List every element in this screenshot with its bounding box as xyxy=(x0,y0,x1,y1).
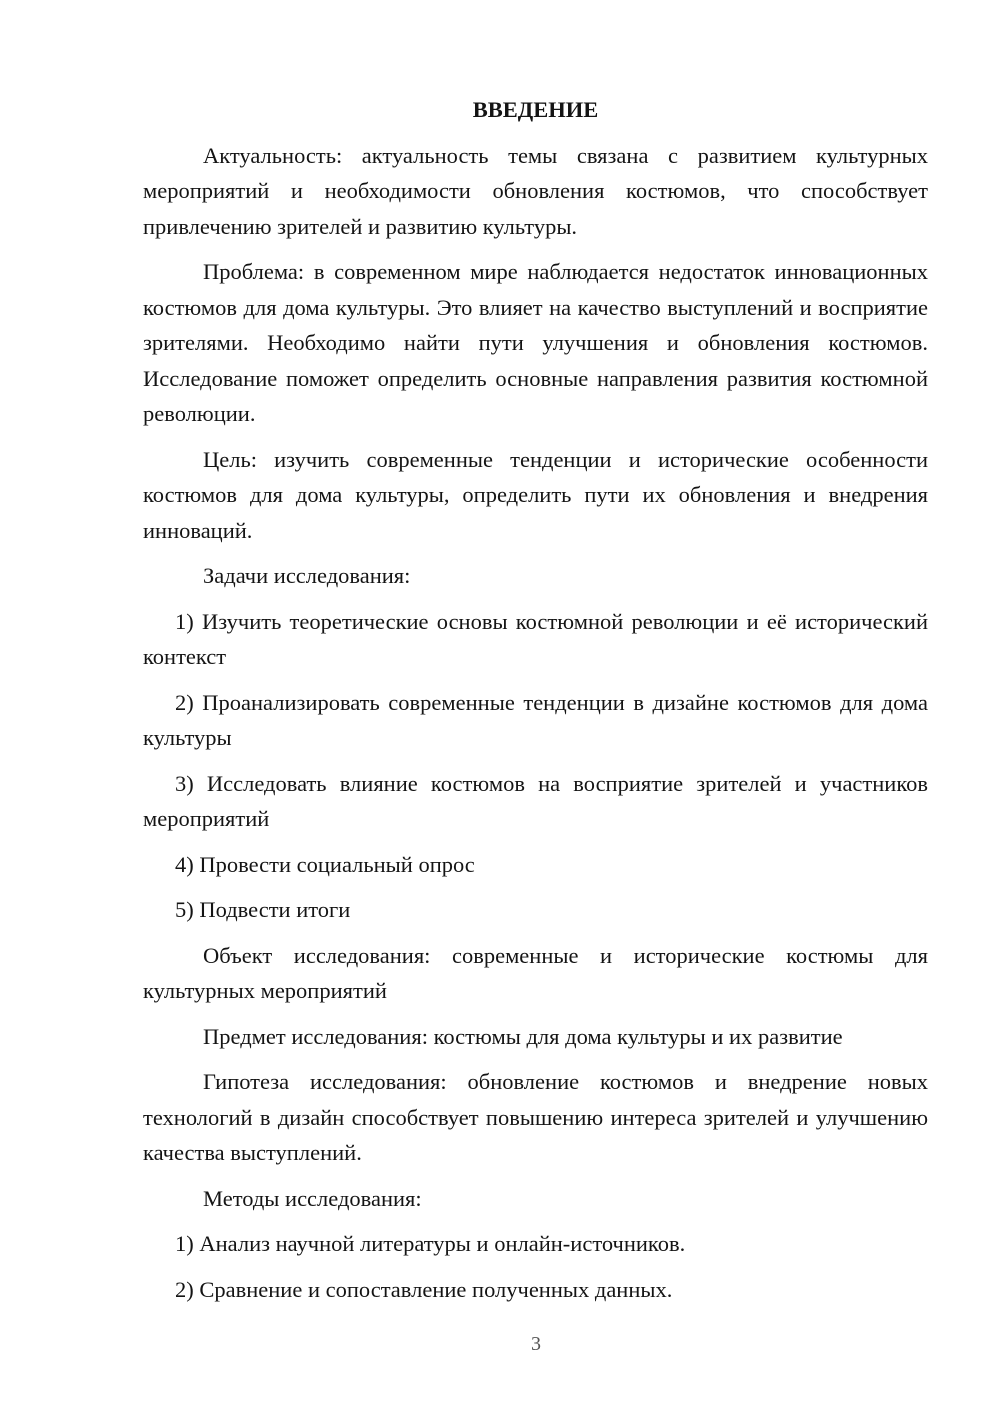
task-item-1: 1) Изучить теоретические основы костюмной революции и её исторический контекст xyxy=(143,608,928,669)
page-content xyxy=(143,92,928,1317)
object-paragraph: Объект исследования: современные и исторические костюмы для культурных мероприятий xyxy=(143,942,928,1003)
method-item-1: 1) Анализ научной литературы и онлайн-источников. xyxy=(175,1231,686,1256)
method-item-2: 2) Сравнение и сопоставление полученных данных. xyxy=(175,1276,673,1302)
subject-paragraph: Предмет исследования: костюмы для дома культуры и их развитие xyxy=(203,1023,843,1049)
task-item-2: 2) Проанализировать современные тенденции в дизайне костюмов для дома культуры xyxy=(143,689,928,750)
task-item-4: 4) Провести социальный опрос xyxy=(175,851,475,877)
task-item-3: 3) Исследовать влияние костюмов на восприятие зрителей и участников мероприятий xyxy=(143,770,928,831)
methods-heading: Методы исследования: xyxy=(203,1185,422,1211)
task-item-5: 5) Подвести итоги xyxy=(175,897,351,922)
section-title: ВВЕДЕНИЕ xyxy=(472,97,599,122)
page-number: 3 xyxy=(531,1333,541,1355)
problem-paragraph: Проблема: в современном мире наблюдается недостаток инновационных костюмов для дома культуры. Это влияет на качество выступлений и восприятие зрителями. Необходимо найти пути улучшения и обновления костюмов. Исследование поможет определить основные направления развития костюмной революции. xyxy=(143,259,928,426)
hypothesis-paragraph: Гипотеза исследования: обновление костюмов и внедрение новых технологий в дизайн способствует повышению интереса зрителей и улучшению качества выступлений. xyxy=(143,1069,928,1165)
relevance-paragraph: Актуальность: актуальность темы связана с развитием культурных мероприятий и необходимости обновления костюмов, что способствует привлечению зрителей и развитию культуры. xyxy=(143,142,928,239)
goal-paragraph: Цель: изучить современные тенденции и исторические особенности костюмов для дома культуры, определить пути их обновления и внедрения инноваций. xyxy=(143,446,928,543)
tasks-heading: Задачи исследования: xyxy=(203,563,411,588)
